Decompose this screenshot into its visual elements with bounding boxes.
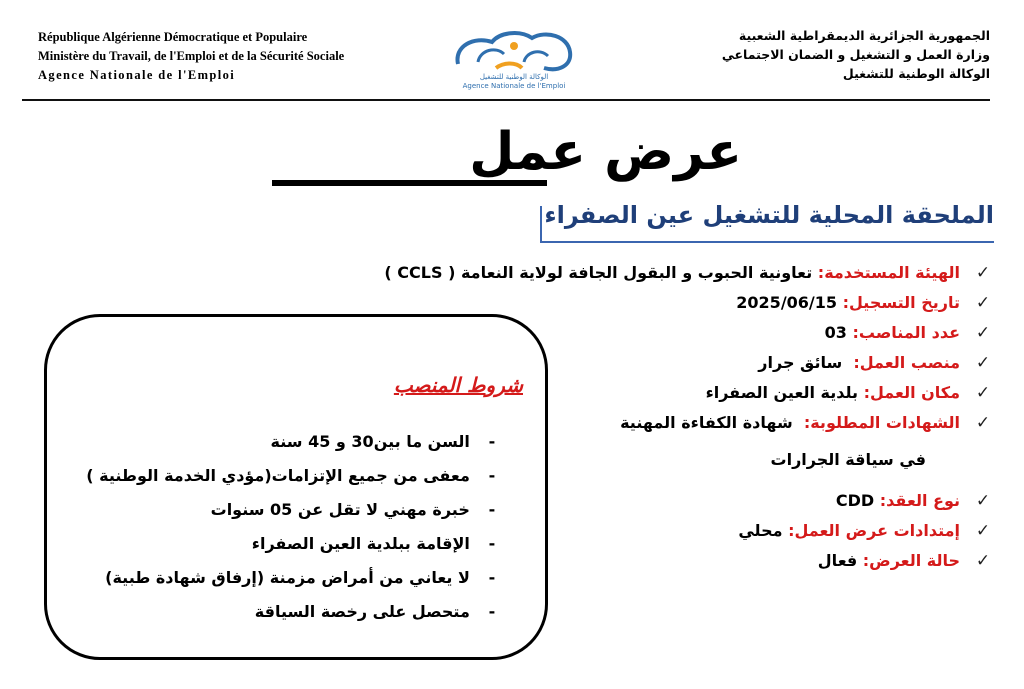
detail-contract-type	[474, 486, 994, 516]
detail-certificates	[474, 408, 994, 438]
detail-value: سائق جرار	[758, 353, 843, 372]
check-icon: ✓	[975, 293, 991, 313]
header-fr-line-2: Ministère du Travail, de l'Emploi et de la Sécurité Sociale	[38, 49, 345, 63]
condition-text: خبرة مهني لا تقل عن 05 سنوات	[210, 500, 470, 519]
condition-text: السن ما بين30 و 45 سنة	[270, 432, 470, 451]
detail-value: محلي	[738, 521, 783, 540]
detail-label: نوع العقد:	[879, 491, 960, 510]
detail-label: تاريخ التسجيل:	[842, 293, 960, 312]
detail-positions-count	[474, 318, 994, 348]
detail-value: شهادة الكفاءة المهنية	[620, 413, 793, 432]
condition-item: - السن ما بين30 و 45 سنة	[270, 432, 496, 451]
header-fr-line-3: Agence Nationale de l'Emploi	[38, 68, 236, 82]
detail-value: بلدية العين الصفراء	[705, 383, 859, 402]
detail-registration-date	[474, 288, 994, 318]
detail-offer-extent	[474, 516, 994, 546]
condition-item: - لا يعاني من أمراض مزمنة (إرفاق شهادة طبية)	[105, 568, 496, 587]
header-ar-line-3: الوكالة الوطنية للتشغيل	[842, 66, 990, 81]
detail-label: إمتدادات عرض العمل:	[788, 521, 960, 540]
condition-item: - معفى من جميع الإتزامات(مؤدي الخدمة الوطنية )	[86, 466, 496, 485]
header-french	[38, 28, 438, 85]
page-title	[262, 120, 742, 192]
header-divider	[22, 99, 990, 101]
check-icon: ✓	[975, 263, 991, 283]
logo-caption-ar: الوكالة الوطنية للتشغيل	[479, 73, 549, 81]
detail-value: 2025/06/15	[736, 293, 838, 312]
check-icon: ✓	[975, 353, 991, 373]
condition-text: متحصل على رخصة السياقة	[254, 602, 470, 621]
detail-employer	[384, 258, 994, 288]
detail-offer-status	[474, 546, 994, 576]
detail-label: الهيئة المستخدمة:	[817, 263, 960, 282]
check-icon: ✓	[975, 521, 991, 541]
page-title-text: عرض عمل	[469, 122, 742, 182]
detail-value: CDD	[835, 491, 875, 510]
detail-label: عدد المناصب:	[852, 323, 960, 342]
logo-caption	[440, 73, 588, 91]
header-fr-line-1: République Algérienne Démocratique et Populaire	[38, 30, 308, 44]
detail-label: منصب العمل:	[853, 353, 960, 372]
detail-job-title	[474, 348, 994, 378]
conditions-list	[33, 425, 503, 629]
detail-label: حالة العرض:	[862, 551, 960, 570]
logo-caption-fr: Agence Nationale de l'Emploi	[462, 82, 566, 90]
check-icon: ✓	[975, 383, 991, 403]
detail-value: 03	[824, 323, 847, 342]
header-arabic	[590, 26, 990, 83]
check-icon: ✓	[975, 551, 991, 571]
agency-name: الملحقة المحلية للتشغيل عين الصفراء	[544, 201, 994, 229]
detail-value: فعال	[817, 551, 858, 570]
condition-item: - خبرة مهني لا تقل عن 05 سنوات	[210, 500, 496, 519]
detail-label: الشهادات المطلوبة:	[803, 413, 960, 432]
detail-label: مكان العمل:	[863, 383, 960, 402]
agency-underline	[540, 241, 994, 243]
detail-work-location	[474, 378, 994, 408]
check-icon: ✓	[975, 491, 991, 511]
condition-text: الإقامة ببلدية العين الصفراء	[251, 534, 470, 553]
header-ar-line-2: وزارة العمل و التشغيل و الضمان الاجتماعي	[721, 47, 990, 62]
agency-left-tick	[540, 206, 542, 243]
check-icon: ✓	[975, 413, 991, 433]
conditions-title: شروط المنصب	[393, 373, 523, 397]
detail-certificates-continuation: في سياقة الجرارات	[770, 450, 926, 469]
header-ar-line-1: الجمهورية الجزائرية الديمقراطية الشعبية	[738, 28, 990, 43]
condition-text: معفى من جميع الإتزامات(مؤدي الخدمة الوطنية )	[86, 466, 470, 485]
detail-value: تعاونية الحبوب و البقول الجافة لولاية النعامة ( CCLS )	[384, 263, 813, 282]
condition-item: - متحصل على رخصة السياقة	[254, 602, 496, 621]
check-icon: ✓	[975, 323, 991, 343]
condition-text: لا يعاني من أمراض مزمنة (إرفاق شهادة طبية)	[105, 568, 470, 587]
condition-item: - الإقامة ببلدية العين الصفراء	[251, 534, 496, 553]
conditions-box	[44, 314, 548, 660]
